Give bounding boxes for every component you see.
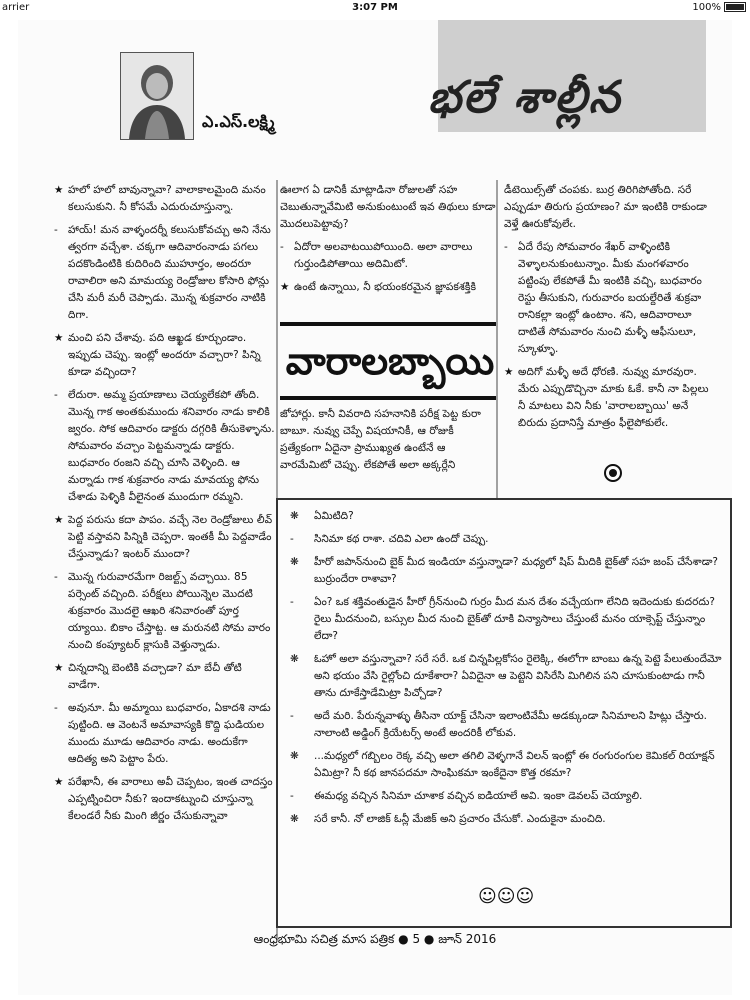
- author-name: ఎ.ఎస్.లక్ష్మి: [202, 112, 275, 131]
- paragraph: [286, 508, 722, 525]
- paragraph-text: పరేఖానీ, ఈ వారాలు అవీ చెప్పటం, ఇంత చాదస్తం ఎప్పట్నించిరా నీకు? ఇందాకట్నుంచి చూస్తున్నా కేలండరే నీకు మింగి జీర్ణం చేసుకున్నావా: [68, 776, 273, 822]
- paragraph-text: ఏదోరా అలవాటయిపోయింది. అలా వారాలు గుర్తుండిపోతాయి అదిమిటో.: [294, 241, 473, 270]
- paragraph: [54, 512, 276, 563]
- dash-marker: -: [504, 241, 508, 253]
- star-bullet-icon: ★: [54, 776, 64, 788]
- article-title-banner: [418, 20, 706, 170]
- paragraph-text: మొన్న గురువారమేగా రిజల్ట్స్ వచ్చాయి. 85 పర్సెంట్ వచ్చింది. పరీక్షలు పోయిన్నెల మొదటి శుక్రవారం మొదలై ఆఖరి శనివారంతో పూర్త య్యాయి. బికాం చేస్తాట్ట. ఆ మరునటి సోమ వారం నుంచి కంప్యూటర్ క్లాసుకి వెళ్తున్నాడు.: [68, 571, 271, 651]
- dash-marker: -: [54, 224, 58, 236]
- paragraph: [504, 182, 718, 233]
- star-bullet-icon: ★: [54, 332, 64, 344]
- end-mark-icon: [604, 464, 622, 482]
- carrier-label: arrier: [2, 2, 30, 13]
- paragraph: [286, 554, 722, 588]
- paragraph-text: ఓహో అలా వస్తున్నావా? సరే సరే. ఒక చిన్నపిల్లకోసం రైలెక్కి, ఈలోగా బాంబు ఉన్న పెట్టె పేలుతుందేమో అని భయం వేసి రైల్లోంచి దూకేశారా? ఏవిదైనా ఆ పెట్టెని విసిరేసి మిగిలిన పని చూసుకుంటాడు గానీ తాను దూకేస్తాడేమిట్రా పిచ్చోడా?: [314, 653, 722, 699]
- battery-indicator: [692, 0, 746, 16]
- dash-marker: -: [54, 702, 58, 714]
- paragraph: [54, 660, 276, 694]
- paragraph: [286, 788, 722, 805]
- clock: 3:07 PM: [352, 2, 398, 13]
- paragraph: [504, 364, 718, 432]
- paragraph-text: హలో హలో బావున్నావా? వాలాకాలమైంది మనం కలుసుకుని. నీ కోసమే ఎదురుచూస్తున్నా.: [68, 184, 266, 213]
- paragraph: [280, 406, 498, 474]
- paragraph-text: డీటెయిల్స్‌తో చంపకు. బుర్ర తిరిగిపోతోంది. సరే ఎప్పుడూ తిరుగు ప్రయాణం? మా ఇంటికి రాకుండా వెళ్తే ఊరుకోవులేఁ.: [504, 184, 707, 230]
- paragraph-text: హీరో జపాన్‌నుంచి బైక్ మీద ఇండియా వస్తున్నాడా? మధ్యలో షిప్ మీదికి బైక్‌తో సహ జంప్ చేసేశాడా? బుర్రుందేరా రాశావా?: [314, 556, 718, 585]
- paragraph: [54, 182, 276, 216]
- paragraph-text: ...మధ్యలో గబ్బిలం రెక్క వచ్చి అలా తగిలి వెళ్ళగానే విలన్ ఇంట్లో ఈ రంగురంగుల కెమికల్ రియాక్షన్ ఏమిట్రా? నీ కథ జానపదమా సాంఘికమా ఇంకేదైనా కొత్త రకమా?: [314, 750, 715, 779]
- paragraph: [280, 279, 498, 296]
- paragraph: [286, 708, 722, 742]
- paragraph-text: ఈమధ్య వచ్చిన సినిమా చూశాక వచ్చిన ఐడియాలే అవి. ఇంకా డెవలప్ చెయ్యాలి.: [314, 790, 643, 802]
- bullet-icon: ●: [423, 932, 439, 946]
- paragraph: [54, 700, 276, 768]
- paragraph-text: అదే మరి. పేరున్నవాళ్ళు తీసినా యాక్ట్ చేసినా ఇలాంటివేమీ అడక్కుండా సినిమాలని హిట్లు చేస్తారు. నాలాంటి అడ్డింగ్ క్రియేటర్స్ అంటే అందరికీ లోకువ.: [314, 710, 707, 739]
- dash-marker: -: [290, 533, 294, 545]
- paragraph: [280, 239, 498, 273]
- column-2-continued: [280, 406, 498, 480]
- star-bullet-icon: ★: [54, 184, 64, 196]
- smiley-icons: ☺☺☺: [478, 886, 535, 907]
- star-bullet-icon: ★: [504, 366, 514, 378]
- paragraph: [286, 594, 722, 645]
- paragraph-text: సరే కానీ. నో లాజిక్ ఓన్లీ మేజిక్ అని ప్రచారం చేసుకో. ఎందుకైనా మంచిది.: [314, 813, 606, 825]
- dash-marker: -: [54, 389, 58, 401]
- paragraph-text: మంచి పని చేశావు. పది ఆఖ్ఖడ కూర్చుండాం. ఇప్పుడు చెప్పు. ఇంట్లో అందరూ వచ్చారా? పిన్ని కూడా వచ్చిందా?: [68, 332, 261, 378]
- dash-marker: -: [290, 790, 294, 802]
- sidebar-dialogue: [286, 508, 722, 834]
- paragraph-text: ఊలాగ ఏ డానికీ మాట్లాడినా రోజులతో సహ చెబుతున్నావేమిటి అనుకుంటుంటే ఇవ తిథులు కూడా మొదలుపెట్టావు?: [280, 184, 496, 230]
- page-footer: [18, 932, 732, 949]
- paragraph-text: పెద్ద పరుసు కదా పాపం. వచ్చే నెల రెండ్రోజులు లీవ్ పెట్టి వస్తావని పిన్నికి చెప్పరా. ఇంతకీ మీ పెద్దవాడేం చేస్తున్నాడు? ఇంటర్ ముందా?: [68, 514, 273, 560]
- flower-bullet-icon: ❋: [290, 813, 299, 825]
- paragraph: [54, 330, 276, 381]
- battery-icon: [724, 2, 746, 12]
- paragraph: [286, 748, 722, 782]
- flower-bullet-icon: ❋: [290, 750, 299, 762]
- sidebar-box: [276, 498, 732, 928]
- paragraph-text: ఏమిటిది?: [314, 510, 354, 522]
- paragraph-text: ఏం? ఒక శక్తివంతుడైన హీరో గ్రీన్‌నుంచి గుర్రం మీద మన దేశం వచ్చేయగా లేనిది ఇదెందుకు కుదరదు? రైలు మీదనుంచి, బస్సుల మీద నుంచి బైక్‌తో దూకి విన్యాసాలు చేస్తుంటే మనం యాక్సెప్ట్ చేస్తున్నాం లేదా?: [314, 596, 715, 642]
- column-3: [504, 182, 718, 438]
- article-title: భలే శాల్లీన: [428, 72, 622, 123]
- magazine-page: [18, 20, 732, 995]
- dash-marker: -: [280, 241, 284, 253]
- flower-bullet-icon: ❋: [290, 653, 299, 665]
- paragraph-text: అవునూ. మీ అమ్మాయి బుధవారం, ఏకాదశి నాడు పుట్టింది. ఆ వెంటనే అమావాస్యకి కొద్ది ఘడియల ముందు మూడు ఆదివారం నాడు. అందుకేగా ఆదిత్య అని పెట్టాం పేరు.: [68, 702, 271, 765]
- paragraph-text: జోహార్లు. కానీ వివరాది సహనానికి పరీక్ష పెట్ట కురా బాబూ. నువ్వు చెప్పే విషయానికీ, ఆ రోజుకీ ప్రత్యేకంగా ఏదైనా ప్రాముఖ్యత ఉంటేనే ఆ వారమేమిటో చెప్పు. లేకపోతే అలా అక్కర్లేని: [280, 408, 481, 471]
- flower-bullet-icon: ❋: [290, 510, 299, 522]
- paragraph: [54, 774, 276, 825]
- paragraph-text: చిన్నదాన్ని బెంటికి వచ్చాడా? మా బేచీ తోటి వాడేగా.: [68, 662, 242, 691]
- paragraph-text: ఏదే రేపు సోమవారం శేఖర్ వాళ్ళింటికి వెళ్ళాలనుకుంటున్నాం. మీకు మంగళవారం పట్టింపు లేకపోతే మీ ఇంటికి వచ్చి, బుధవారం రెస్టు తీసుకుని, గురువారం బయల్దేరితే శుక్రవా రానికల్లా ఇంట్లో ఉంటాం. శని, ఆదివారాలూ దాటితే సోమవారం నుంచి మళ్ళీ ఆఫీసులూ, స్కూళ్ళూ.: [518, 241, 702, 355]
- paragraph: [286, 651, 722, 702]
- star-bullet-icon: ★: [280, 281, 290, 293]
- flower-bullet-icon: ❋: [290, 556, 299, 568]
- paragraph-text: హాయ్! మన వాళ్ళందర్నీ కలుసుకోవచ్చు అని నేను త్వరగా వచ్చేశా. చక్కగా ఆదివారంనాడు పగలు పదకొండింటికి కుదిరింది ముహూర్తం, అందరూ రావాలిరా అని మామయ్య రెండ్రోజుల కోసారి ఫోన్లు చేసి మరీ మరీ చెప్పాడు. మొన్న శుక్రవారం నాటికి దిగా.: [68, 224, 271, 321]
- paragraph: [286, 811, 722, 828]
- paragraph-text: సినిమా కథ రాశా. చదివి ఎలా ఉందో చెప్పు.: [314, 533, 489, 545]
- page-number: 5: [412, 932, 421, 946]
- dash-marker: -: [290, 710, 294, 722]
- paragraph-text: ఉంటే ఉన్నాయి, నీ భయంకరమైన జ్ఞాపకశక్తికి: [294, 281, 477, 293]
- section-heading: వారాలబ్బాయి: [285, 339, 495, 383]
- author-photo: [120, 52, 194, 140]
- dash-marker: -: [54, 571, 58, 583]
- publication-name: ఆంధ్రభూమి సచిత్ర మాస పత్రిక: [253, 932, 395, 946]
- star-bullet-icon: ★: [54, 514, 64, 526]
- paragraph-text: అదిగో మళ్ళీ అదే ధోరణి. నువ్వు మారవురా. మేరు ఎప్పుడొచ్చినా మాకు ఓకే. కానీ నా పిల్లలు నీ మాటలు విని నీకు 'వారాలబ్బాయి' అనే బిరుదు ప్రదానిస్తే మాత్రం ఫీలైపోకులేఁ.: [518, 366, 709, 429]
- paragraph: [54, 387, 276, 506]
- paragraph: [286, 531, 722, 548]
- dash-marker: -: [290, 596, 294, 608]
- battery-percent: 100%: [692, 2, 721, 13]
- status-bar: [0, 0, 750, 16]
- paragraph: [504, 239, 718, 358]
- paragraph: [280, 182, 498, 233]
- paragraph-text: లేదురా. అమ్మ ప్రయాణాలు చెయ్యలేకపో తోంది. మొన్న గాక అంతకుముందు శనివారం నాడు కాలికి జ్వరం. సోక ఆదివారం డాక్టరు దగ్గరికి తీసుకెళ్ళాను. సోమవారం వచ్చాం పెట్టమన్నాడు డాక్టరు. బుధవారం రంజని వచ్చి చూసి వెళ్ళింది. ఆ మర్నాడు గాక శుక్రవారం నాడు మావయ్య ఫోను చేశాడు పెళ్ళికి వీలైనంత ముందుగా రమ్మని.: [68, 389, 275, 503]
- paragraph: [54, 222, 276, 324]
- column-1: [54, 182, 276, 831]
- heading-rule-bottom: [280, 396, 496, 400]
- column-2: [280, 182, 498, 302]
- star-bullet-icon: ★: [54, 662, 64, 674]
- issue-date: జూన్ 2016: [438, 932, 497, 946]
- paragraph: [54, 569, 276, 654]
- bullet-icon: ●: [398, 932, 413, 946]
